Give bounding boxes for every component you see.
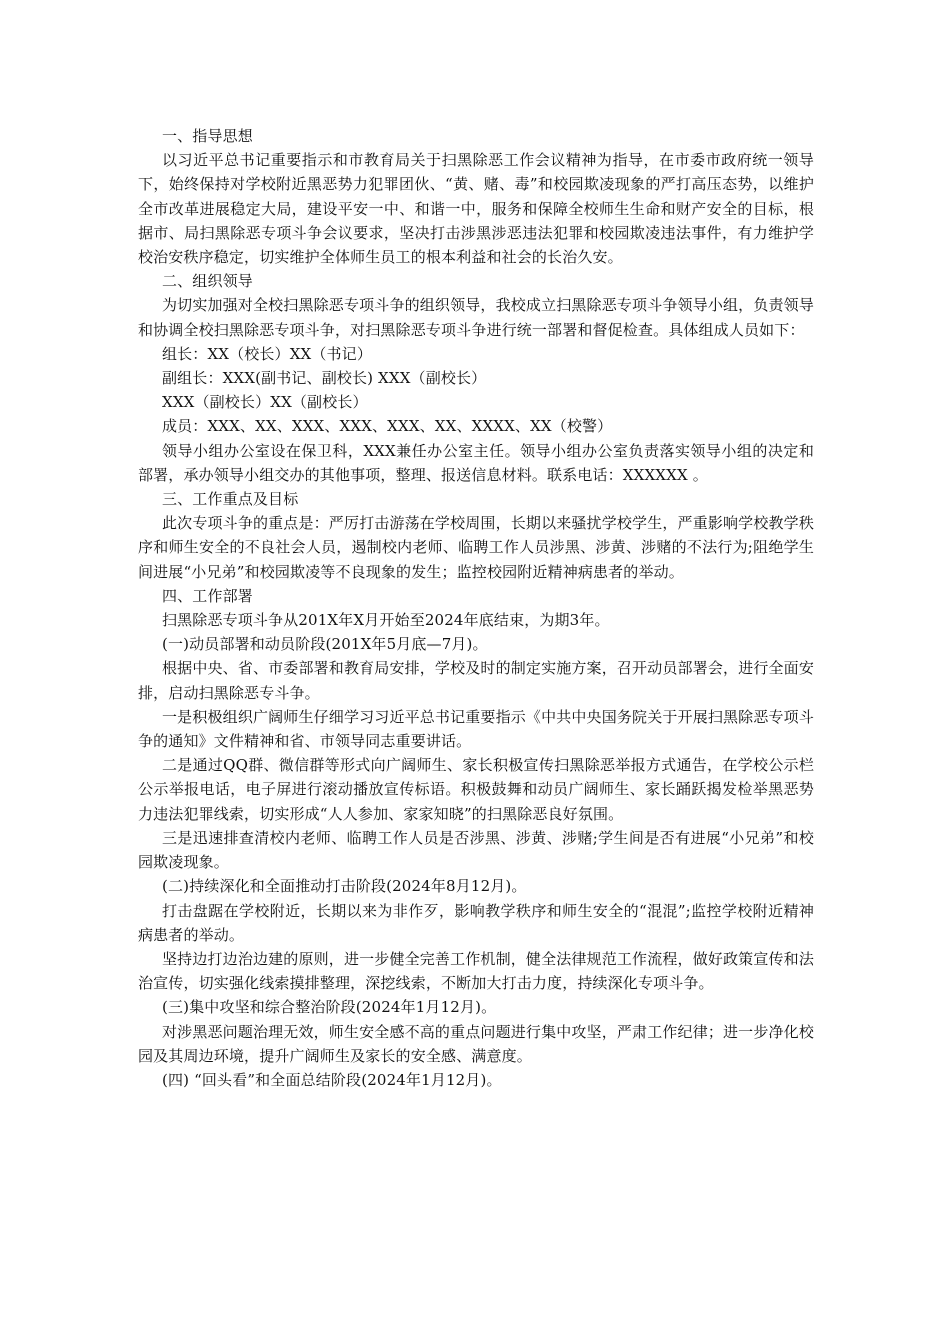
paragraph: 一是积极组织广阔师生仔细学习习近平总书记重要指示《中共中央国务院关于开展扫黑除恶专项斗争的通知》文件精神和省、市领导同志重要讲话。 bbox=[138, 707, 814, 751]
subsection-heading-stage-2: (二)持续深化和全面推动打击阶段(2024年8月12月)。 bbox=[162, 877, 527, 896]
paragraph: 三是迅速排查清校内老师、临聘工作人员是否涉黑、涉黄、涉赌;学生间是否有进展“小兄弟”和校园欺凌现象。 bbox=[138, 828, 814, 872]
section-heading-guiding-ideology: 一、指导思想 bbox=[162, 127, 253, 145]
member-line-deputy-leader-cont: XXX（副校长）XX（副校长） bbox=[162, 393, 368, 412]
section-heading-focus-goals: 三、工作重点及目标 bbox=[162, 490, 299, 509]
section-heading-deployment: 四、工作部署 bbox=[162, 586, 253, 605]
paragraph: 根据中央、省、市委部署和教育局安排，学校及时的制定实施方案，召开动员部署会，进行全面安排，启动扫黑除恶专斗争。 bbox=[138, 659, 814, 702]
member-line-members: 成员：XXX、XX、XXX、XXX、XXX、XX、XXXX、XX（校警） bbox=[162, 417, 613, 436]
paragraph: 坚持边打边治边建的原则，进一步健全完善工作机制，健全法律规范工作流程，做好政策宣传和法治宣传，切实强化线索摸排整理，深挖线索，不断加大打击力度，持续深化专项斗争。 bbox=[138, 949, 814, 993]
paragraph: 打击盘踞在学校附近，长期以来为非作歹，影响教学秩序和师生安全的“混混”;监控学校附近精神病患者的举动。 bbox=[138, 901, 814, 944]
paragraph: 领导小组办公室设在保卫科，XXX兼任办公室主任。领导小组办公室负责落实领导小组的决定和部署，承办领导小组交办的其他事项，整理、报送信息材料。联系电话：XXXXXX 。 bbox=[138, 441, 814, 484]
paragraph: 对涉黑恶问题治理无效，师生安全感不高的重点问题进行集中攻坚，严肃工作纪律；进一步净化校园及其周边环境，提升广阔师生及家长的安全感、满意度。 bbox=[138, 1022, 814, 1065]
subsection-heading-stage-1: (一)动员部署和动员阶段(201X年5月底—7月)。 bbox=[162, 635, 488, 654]
paragraph: 为切实加强对全校扫黑除恶专项斗争的组织领导，我校成立扫黑除恶专项斗争领导小组，负责领导和协调全校扫黑除恶专项斗争，对扫黑除恶专项斗争进行统一部署和督促检查。具体组成人员如下： bbox=[138, 296, 814, 339]
member-line-deputy-leader: 副组长：XXX(副书记、副校长) XXX（副校长） bbox=[162, 369, 487, 388]
subsection-heading-stage-3: (三)集中攻坚和综合整治阶段(2024年1月12月)。 bbox=[162, 998, 497, 1017]
subsection-heading-stage-4: (四) “回头看”和全面总结阶段(2024年1月12月)。 bbox=[162, 1070, 502, 1089]
paragraph: 以习近平总书记重要指示和市教育局关于扫黑除恶工作会议精神为指导，在市委市政府统一领导下，始终保持对学校附近黑恶势力犯罪团伙、“黄、赌、毒”和校园欺凌现象的严打高压态势，以维护全市改革进展稳定大局，建设平安一中、和谐一中，服务和保障全校师生生命和财产安全的目标，根据市、局扫黑除恶专项斗争会议要求，坚决打击涉黑涉恶违法犯罪和校园欺凌违法事件，有力维护学校治安秩序稳定，切实维护全体师生员工的根本利益和社会的长治久安。 bbox=[138, 151, 814, 267]
paragraph: 扫黑除恶专项斗争从201X年X月开始至2024年底结束，为期3年。 bbox=[162, 611, 610, 630]
section-heading-organization: 二、组织领导 bbox=[162, 272, 253, 291]
paragraph: 此次专项斗争的重点是：严厉打击游荡在学校周围，长期以来骚扰学校学生，严重影响学校教学秩序和师生安全的不良社会人员，遏制校内老师、临聘工作人员涉黑、涉黄、涉赌的不法行为;阻绝学生间进展“小兄弟”和校园欺凌等不良现象的发生；监控校园附近精神病患者的举动。 bbox=[138, 514, 814, 581]
document-body bbox=[138, 124, 814, 1092]
member-line-leader: 组长：XX（校长）XX（书记） bbox=[162, 344, 372, 363]
paragraph: 二是通过QQ群、微信群等形式向广阔师生、家长积极宣传扫黑除恶举报方式通告，在学校公示栏公示举报电话，电子屏进行滚动播放宣传标语。积极鼓舞和动员广阔师生、家长踊跃揭发检举黑恶势力违法犯罪线索，切实形成“人人参加、家家知晓”的扫黑除恶良好氛围。 bbox=[138, 756, 814, 823]
